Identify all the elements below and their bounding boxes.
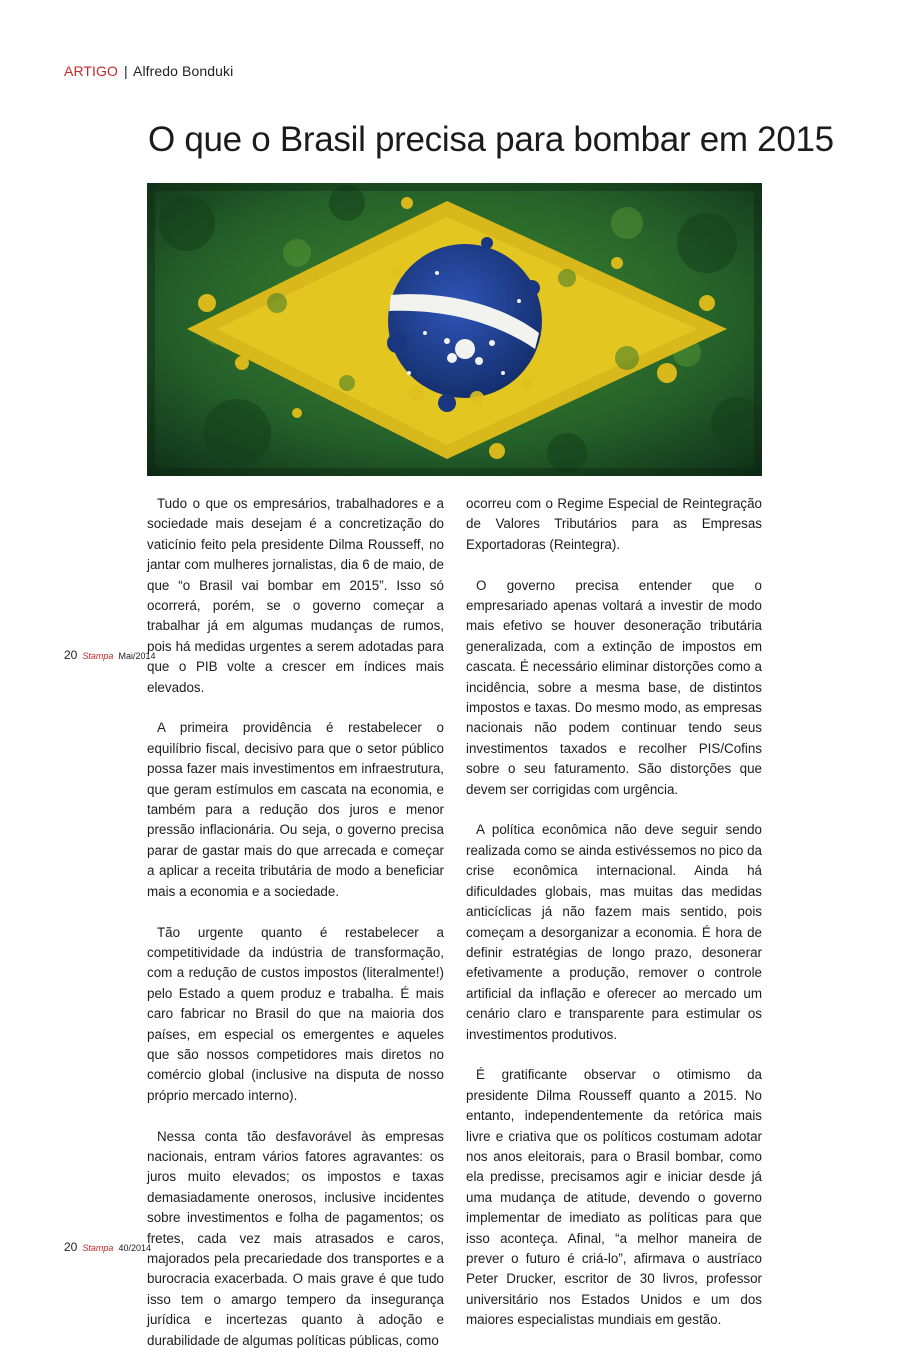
magazine-name: Stampa	[82, 651, 114, 661]
flag-illustration	[147, 183, 762, 476]
side-folio	[64, 648, 156, 662]
section-header	[64, 63, 233, 79]
paragraph: O governo precisa entender que o empresariado apenas voltará a investir de modo mais efetivo se houver desoneração tributária generalizada, com a extinção de impostos em cascata. É necessário eliminar distorções como a incidência, sobre a mesma base, de distintos impostos e taxas. Do mesmo modo, as empresas nacionais não podem continuar tendo seus investimentos taxados e recolher PIS/Cofins sobre o seu faturamento. São distorções que devem ser corrigidas com urgência.	[466, 577, 762, 797]
magazine-name: Stampa	[82, 1243, 114, 1253]
article-column-left	[147, 494, 444, 1371]
article-column-right	[466, 494, 762, 1351]
paragraph: Nessa conta tão desfavorável às empresas nacionais, entram vários fatores agravantes: os juros muito elevados; os impostos e taxas demasiadamente onerosos, inclusive incidentes sobre investimentos e folha de pagamentos; os fretes, cada vez mais atrasados e caros, majorados pela precariedade dos transportes e a burocracia exacerbada. O mais grave é que tudo isso tem o amargo tempero da insegurança jurídica e incertezas quanto à adoção e durabilidade de algumas políticas públicas, como	[147, 1128, 444, 1348]
article-title: O que o Brasil precisa para bombar em 2015	[148, 120, 834, 159]
paragraph: Tudo o que os empresários, trabalhadores e a sociedade mais desejam é a concretização do vaticínio feito pela presidente Dilma Rousseff, no jantar com mulheres jornalistas, dia 6 de maio, de que “o Brasil vai bombar em 2015”. Isso só ocorrerá, porém, se o governo começar a trabalhar já em algumas mudanças de rumos, pois há medidas urgentes a serem adotadas para que o PIB volte a crescer em índices mais elevados.	[147, 496, 444, 695]
bottom-folio	[64, 1240, 151, 1254]
issue-date: 40/2014	[118, 1243, 152, 1253]
author-name: Alfredo Bonduki	[133, 63, 234, 79]
paragraph: A política econômica não deve seguir sendo realizada como se ainda estivéssemos no pico da crise econômica internacional. Ainda há dificuldades globais, mas muitas das medidas anticíclicas já não fazem mais sentido, pois começam a desorganizar a economia. É hora de definir estratégias de longo prazo, desonerar efetivamente a produção, remover o controle artificial da inflação e oferecer ao mercado um cenário claro e transparente para estimular os investimentos produtivos.	[466, 822, 762, 1042]
page-number: 20	[64, 648, 78, 662]
paragraph-continued: ocorreu com o Regime Especial de Reintegração de Valores Tributários para as Empresas Exportadoras (Reintegra).	[466, 496, 762, 552]
paragraph: A primeira providência é restabelecer o equilíbrio fiscal, decisivo para que o setor público possa fazer mais investimentos em infraestrutura, que geram estímulos em cascata na economia, e também para a redução dos juros e menor pressão inflacionária. Ou seja, o governo precisa parar de gastar mais do que arrecada e começar a aplicar a receita tributária de modo a beneficiar mais a economia e a sociedade.	[147, 720, 444, 899]
section-label: ARTIGO	[64, 63, 119, 79]
paragraph: É gratificante observar o otimismo da presidente Dilma Rousseff quanto a 2015. No entanto, independentemente da retórica mais livre e criativa que os políticos costumam adotar nos anos eleitorais, para o Brasil bombar, como ela predisse, precisamos agir e iniciar desde já uma mudança de atitude, devendo o governo implementar de imediato as políticas para que isso aconteça. Afinal, “a melhor maneira de prever o futuro é criá-lo”, afirmava o austríaco Peter Drucker, escritor de 30 livros, professor universitário nos Estados Unidos e um dos maiores especialistas mundiais em gestão.	[466, 1067, 762, 1328]
issue-date: Mai/2014	[118, 651, 156, 661]
paragraph: Tão urgente quanto é restabelecer a competitividade da indústria de transformação, com a redução de custos impostos (literalmente!) pelo Estado a quem produz e trabalha. É mais caro fabricar no Brasil do que na maioria dos países, em especial os emergentes e aqueles que são nossos competidores mais diretos no comércio global (inclusive na disputa de nosso próprio mercado interno).	[147, 924, 444, 1103]
header-separator: |	[124, 63, 128, 79]
page-number: 20	[64, 1240, 78, 1254]
brazil-flag-image	[147, 183, 762, 476]
